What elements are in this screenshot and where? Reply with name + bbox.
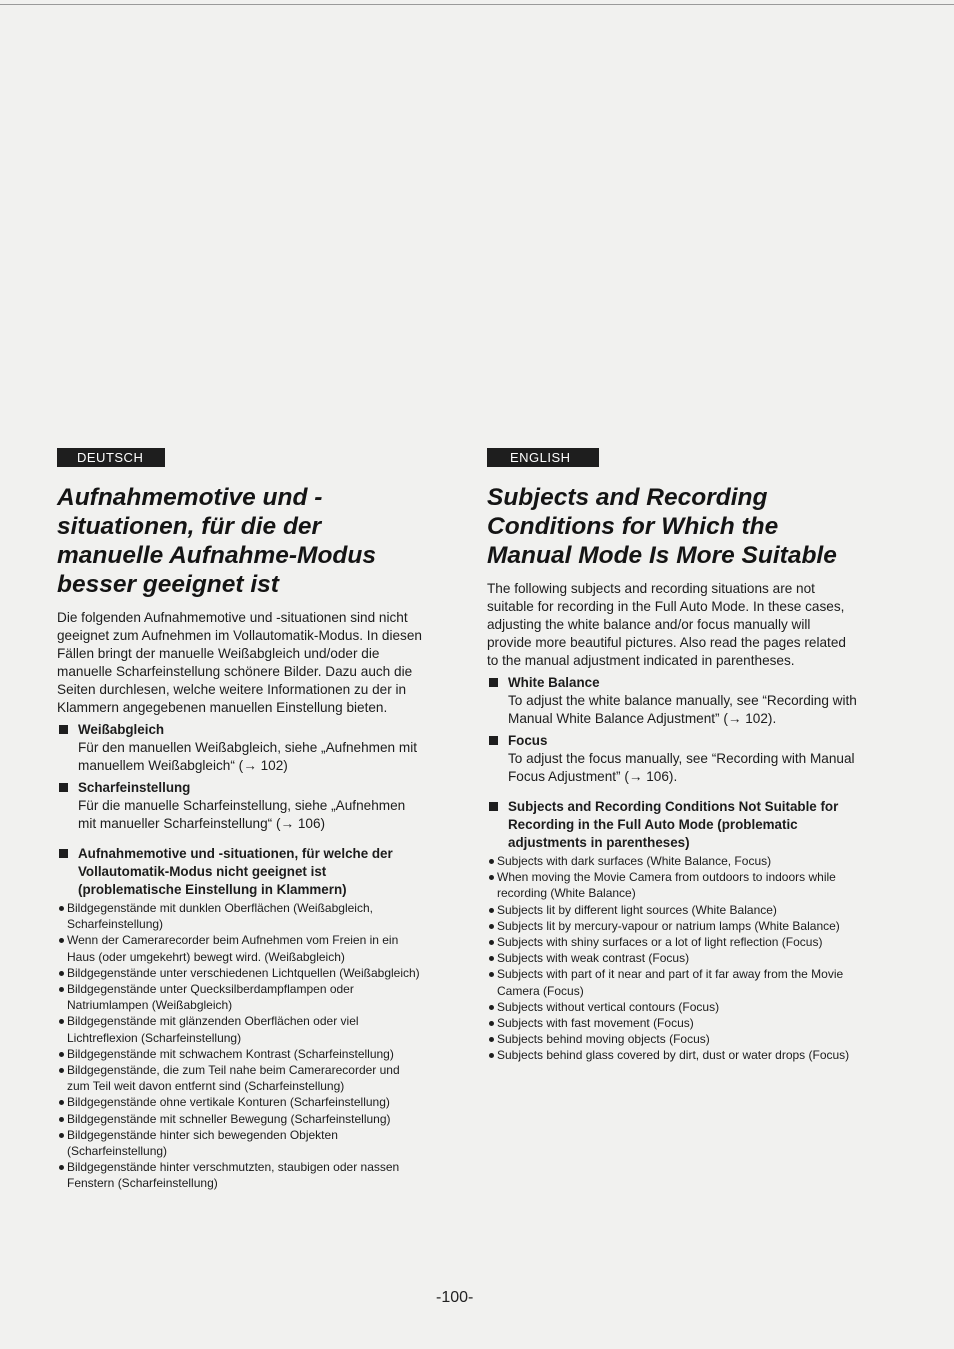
list-item: Subjects with shiny surfaces or a lot of light reflection (Focus) (487, 934, 857, 950)
list-item: Subjects behind moving objects (Focus) (487, 1031, 857, 1047)
column-deutsch (57, 448, 422, 1192)
conditions-heading-english: Subjects and Recording Conditions Not Suitable for Recording in the Full Auto Mode (problematic adjustments in parentheses) (508, 799, 839, 850)
item-white-balance-english (487, 674, 857, 728)
item-focus-english (487, 732, 857, 786)
item-text: To adjust the white balance manually, see “Recording with Manual White Balance Adjustment” (→ 102). (508, 693, 857, 726)
item-heading: Scharfeinstellung (78, 780, 191, 795)
conditions-heading-deutsch: Aufnahmemotive und -situationen, für welche der Vollautomatik-Modus nicht geeignet ist (problematische Einstellung in Klammern) (78, 846, 393, 897)
list-item: Subjects lit by mercury-vapour or natrium lamps (White Balance) (487, 918, 857, 934)
language-tag-english: ENGLISH (487, 448, 599, 467)
list-item: Subjects behind glass covered by dirt, dust or water drops (Focus) (487, 1047, 857, 1063)
intro-paragraph-english: The following subjects and recording situations are not suitable for recording in the Full Auto Mode. In these cases, adjusting the white balance and/or focus manually will provide more beautiful pictures. Also read the pages related to the manual adjustment indicated in parentheses. (487, 581, 846, 668)
language-tag-deutsch: DEUTSCH (57, 448, 165, 467)
conditions-block-deutsch (57, 845, 422, 899)
list-item: Bildgegenstände mit schneller Bewegung (Scharfeinstellung) (57, 1111, 422, 1127)
column-english (487, 448, 857, 1064)
list-item: Bildgegenstände, die zum Teil nahe beim Camerarecorder und zum Teil weit davon entfernt sind (Scharfeinstellung) (57, 1062, 422, 1094)
item-heading: Weißabgleich (78, 722, 165, 737)
list-item: Subjects with fast movement (Focus) (487, 1015, 857, 1031)
square-bullet-icon (59, 849, 68, 858)
list-item: Subjects without vertical contours (Focus) (487, 999, 857, 1015)
square-bullet-icon (489, 736, 498, 745)
list-item: Bildgegenstände mit dunklen Oberflächen (Weißabgleich, Scharfeinstellung) (57, 900, 422, 932)
list-item: Bildgegenstände hinter sich bewegenden Objekten (Scharfeinstellung) (57, 1127, 422, 1159)
conditions-list-english (487, 853, 857, 1064)
conditions-block-english (487, 798, 857, 852)
item-text: Für die manuelle Scharfeinstellung, siehe „Aufnehmen mit manueller Scharfeinstellung“ (→ 106) (78, 798, 406, 831)
intro-paragraph-deutsch: Die folgenden Aufnahmemotive und -situationen sind nicht geeignet zum Aufnehmen im Vollautomatik-Modus. In diesen Fällen bringt der manuelle Weißabgleich und/oder die manuelle Scharfeinstellung schönere Bilder. Dazu auch die Seiten durchlesen, welche weitere Informationen zu der in Klammern angegebenen manuellen Einstellung bieten. (57, 610, 422, 715)
list-item: Subjects with dark surfaces (White Balance, Focus) (487, 853, 857, 869)
square-bullet-icon (59, 725, 68, 734)
list-item: Subjects with part of it near and part of it far away from the Movie Camera (Focus) (487, 966, 857, 998)
conditions-list-deutsch (57, 900, 422, 1192)
item-focus-deutsch (57, 779, 422, 833)
list-item: Subjects lit by different light sources (White Balance) (487, 902, 857, 918)
list-item: Bildgegenstände unter Quecksilberdampflampen oder Natriumlampen (Weißabgleich) (57, 981, 422, 1013)
list-item: Bildgegenstände mit glänzenden Oberflächen oder viel Lichtreflexion (Scharfeinstellung) (57, 1013, 422, 1045)
list-item: Subjects with weak contrast (Focus) (487, 950, 857, 966)
item-text: To adjust the focus manually, see “Recording with Manual Focus Adjustment” (→ 106). (508, 751, 855, 784)
list-item: Bildgegenstände hinter verschmutzten, staubigen oder nassen Fenstern (Scharfeinstellung) (57, 1159, 422, 1191)
square-bullet-icon (489, 678, 498, 687)
section-title-deutsch: Aufnahmemotive und -situationen, für die der manuelle Aufnahme-Modus besser geeignet ist (57, 484, 376, 598)
square-bullet-icon (489, 802, 498, 811)
item-white-balance-deutsch (57, 721, 422, 775)
item-text: Für den manuellen Weißabgleich, siehe „Aufnehmen mit manuellem Weißabgleich“ (→ 102) (78, 740, 418, 773)
list-item: When moving the Movie Camera from outdoors to indoors while recording (White Balance) (487, 869, 857, 901)
section-title-english: Subjects and Recording Conditions for Which the Manual Mode Is More Suitable (487, 484, 837, 569)
list-item: Bildgegenstände ohne vertikale Konturen (Scharfeinstellung) (57, 1094, 422, 1110)
page-number: -100- (436, 1289, 474, 1306)
top-rule (0, 4, 954, 5)
square-bullet-icon (59, 783, 68, 792)
list-item: Bildgegenstände mit schwachem Kontrast (Scharfeinstellung) (57, 1046, 422, 1062)
item-heading: White Balance (508, 675, 600, 690)
list-item: Wenn der Camerarecorder beim Aufnehmen vom Freien in ein Haus (oder umgekehrt) bewegt wird. (Weißabgleich) (57, 932, 422, 964)
item-heading: Focus (508, 733, 548, 748)
list-item: Bildgegenstände unter verschiedenen Lichtquellen (Weißabgleich) (57, 965, 422, 981)
